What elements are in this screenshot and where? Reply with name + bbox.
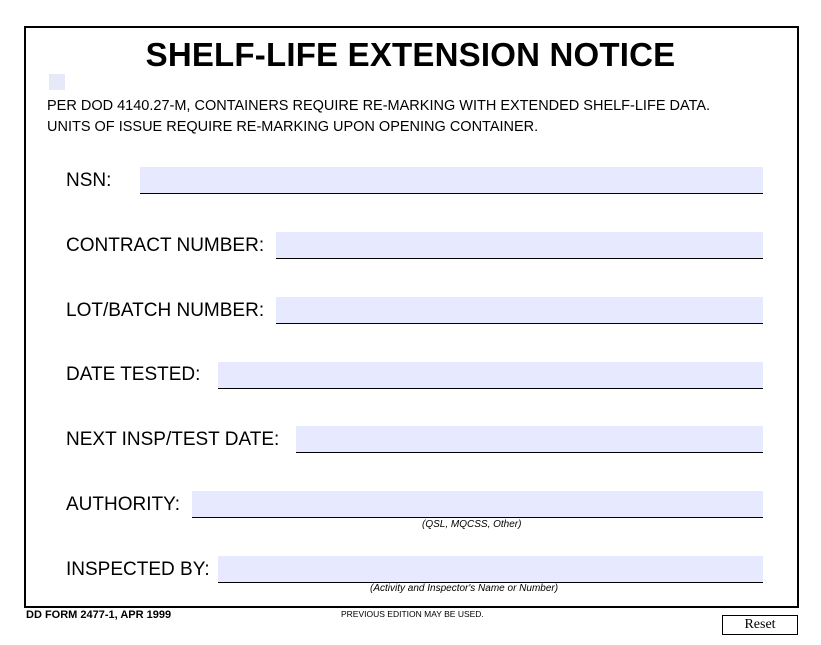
instruction-line-1: PER DOD 4140.27-M, CONTAINERS REQUIRE RE-MARKING WITH EXTENDED SHELF-LIFE DATA. (47, 98, 711, 114)
lot-batch-number-label: LOT/BATCH NUMBER: (66, 300, 265, 321)
form-id: DD FORM 2477-1, APR 1999 (26, 609, 172, 621)
nsn-label: NSN: (66, 170, 112, 191)
authority-label: AUTHORITY: (66, 494, 181, 515)
date-tested-label: DATE TESTED: (66, 364, 201, 385)
nsn-field[interactable] (140, 167, 763, 194)
authority-hint: (QSL, MQCSS, Other) (422, 519, 522, 530)
form-checkbox[interactable] (49, 74, 65, 90)
edition-note: PREVIOUS EDITION MAY BE USED. (341, 609, 484, 619)
next-insp-test-date-field[interactable] (296, 426, 763, 453)
authority-field[interactable] (192, 491, 763, 518)
next-insp-test-date-label: NEXT INSP/TEST DATE: (66, 429, 280, 450)
contract-number-field[interactable] (276, 232, 763, 259)
reset-button[interactable]: Reset (722, 615, 798, 635)
form-title: SHELF-LIFE EXTENSION NOTICE (145, 36, 676, 73)
lot-batch-number-field[interactable] (276, 297, 763, 324)
inspected-by-field[interactable] (218, 556, 763, 583)
inspected-by-label: INSPECTED BY: (66, 559, 210, 580)
inspected-by-hint: (Activity and Inspector's Name or Number) (370, 583, 559, 594)
date-tested-field[interactable] (218, 362, 763, 389)
contract-number-label: CONTRACT NUMBER: (66, 235, 265, 256)
instruction-line-2: UNITS OF ISSUE REQUIRE RE-MARKING UPON OPENING CONTAINER. (47, 119, 539, 135)
